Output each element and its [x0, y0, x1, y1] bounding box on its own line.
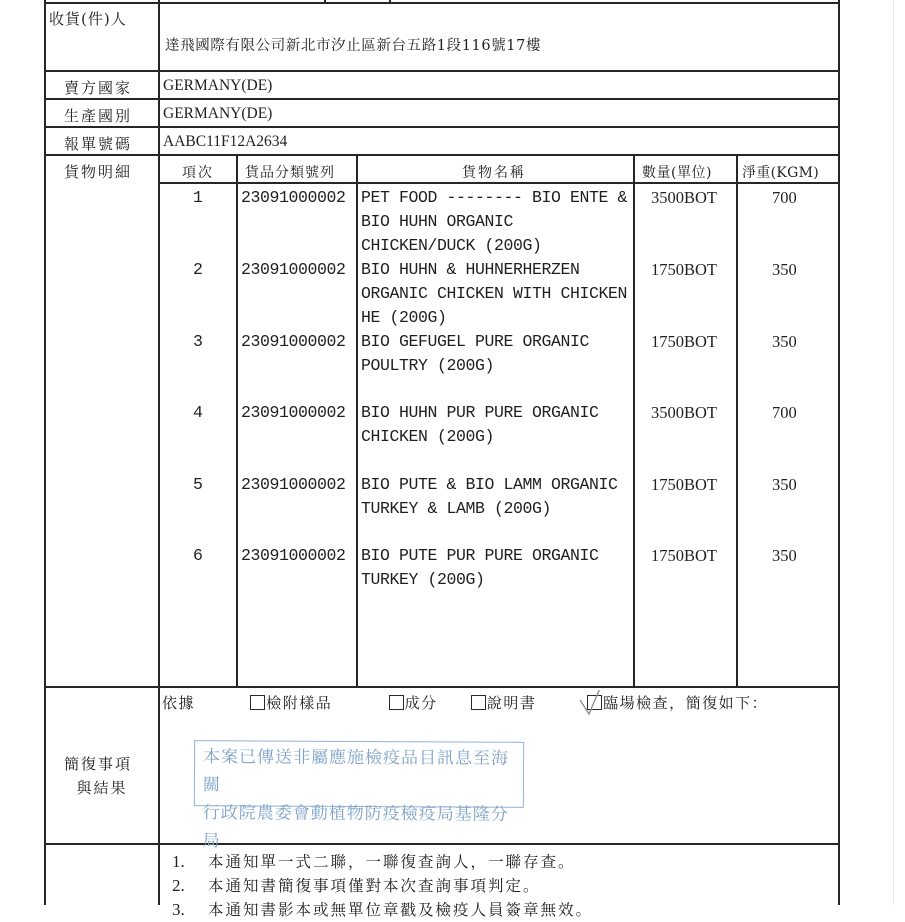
note-number: 2. — [172, 876, 185, 895]
option-ingredients-checkbox[interactable] — [389, 695, 404, 710]
goods-row-name-line: CHICKEN/DUCK (200G) — [361, 236, 542, 255]
goods-row-hs-code: 23091000002 — [241, 546, 346, 565]
note-number: 1. — [172, 852, 185, 871]
goods-col-divider-weight — [736, 154, 738, 687]
reply-section-label — [64, 752, 132, 800]
goods-header-net-weight: 淨重(KGM) — [742, 165, 820, 181]
origin-country-value: GERMANY(DE) — [163, 105, 273, 122]
goods-row-name-line: CHICKEN (200G) — [361, 427, 495, 446]
consignee-value: 達飛國際有限公司新北市汐止區新台五路1段116號17樓 — [165, 38, 542, 54]
goods-row-name — [361, 330, 589, 378]
goods-row-quantity: 3500BOT — [651, 188, 717, 207]
option-manual-checkbox[interactable] — [471, 695, 486, 710]
option-onsite-inspection-checkbox[interactable] — [587, 695, 602, 710]
row-sep-goods — [44, 686, 840, 688]
goods-row-hs-code: 23091000002 — [241, 188, 346, 207]
quarantine-stamp — [194, 740, 524, 852]
stamp-line-2: 行政院農委會動植物防疫檢疫局基隆分局 — [202, 803, 509, 852]
option-manual-label: 說明書 — [486, 694, 537, 712]
goods-header-quantity: 數量(單位) — [642, 165, 712, 181]
goods-row-name — [361, 544, 599, 592]
goods-row-quantity: 1750BOT — [651, 475, 717, 494]
goods-row-name — [361, 258, 627, 330]
note-item — [172, 874, 593, 898]
goods-row-name-line: BIO PUTE & BIO LAMM ORGANIC — [361, 475, 618, 494]
note-item — [172, 850, 593, 874]
option-sample-label: 檢附樣品 — [266, 694, 333, 712]
goods-row-name-line: BIO HUHN & HUHNERHERZEN — [361, 260, 580, 279]
goods-row-hs-code: 23091000002 — [241, 332, 346, 351]
notes-list — [172, 850, 593, 922]
option-ingredients[interactable] — [389, 692, 465, 713]
top-rule — [44, 2, 840, 4]
row-sep-consignee — [44, 70, 840, 72]
goods-row-item: 6 — [193, 546, 203, 565]
goods-row-name-line: BIO HUHN ORGANIC — [361, 212, 514, 231]
consignee-label: 收貨(件)人 — [49, 10, 127, 28]
row-sep-seller — [44, 98, 840, 100]
goods-row-quantity: 1750BOT — [651, 332, 717, 351]
goods-row-item: 2 — [193, 260, 203, 279]
goods-row-quantity: 3500BOT — [651, 403, 717, 422]
note-number: 3. — [172, 900, 185, 919]
note-text: 本通知書影本或無單位章戳及檢疫人員簽章無效。 — [208, 901, 594, 919]
goods-header-name: 貨物名稱 — [462, 165, 526, 181]
origin-country-label: 生產國別 — [64, 107, 133, 125]
option-sample[interactable] — [250, 692, 382, 713]
seller-country-value: GERMANY(DE) — [163, 77, 273, 94]
goods-row-name-line: TURKEY & LAMB (200G) — [361, 499, 552, 518]
goods-row-name-line: BIO HUHN PUR PURE ORGANIC — [361, 403, 599, 422]
goods-header-item: 項次 — [182, 165, 214, 181]
goods-row-item: 4 — [193, 403, 203, 422]
option-sample-checkbox[interactable] — [250, 695, 265, 710]
goods-row-name — [361, 473, 618, 521]
goods-row-net-weight: 700 — [772, 403, 797, 422]
goods-row-net-weight: 350 — [772, 546, 797, 565]
top-cutoff-divider-2 — [389, 0, 391, 4]
seller-country-label: 賣方國家 — [64, 79, 133, 97]
goods-header-hs-code: 貨品分類號列 — [245, 165, 335, 181]
reply-basis-label: 依據 — [162, 694, 196, 712]
goods-row-name-line: PET FOOD -------- BIO ENTE & — [361, 188, 628, 207]
goods-row-name — [361, 401, 599, 449]
goods-row-item: 3 — [193, 332, 203, 351]
label-column-divider — [158, 0, 160, 905]
goods-col-divider-qty — [633, 154, 635, 687]
top-cutoff-divider-1 — [324, 0, 326, 4]
goods-row-net-weight: 350 — [772, 260, 797, 279]
goods-row-net-weight: 350 — [772, 332, 797, 351]
goods-row-net-weight: 350 — [772, 475, 797, 494]
reply-basis-row — [162, 692, 768, 713]
goods-row-net-weight: 700 — [772, 188, 797, 207]
goods-row-quantity: 1750BOT — [651, 546, 717, 565]
note-text: 本通知書簡復事項僅對本次查詢事項判定。 — [208, 877, 541, 895]
check-mark-icon — [578, 690, 608, 716]
goods-col-divider-name — [356, 154, 358, 687]
goods-section-label: 貨物明細 — [64, 163, 133, 181]
goods-row-quantity: 1750BOT — [651, 260, 717, 279]
stamp-line-1: 本案已傳送非屬應施檢疫品目訊息至海關 — [202, 747, 510, 796]
note-text: 本通知單一式二聯，一聯復查詢人，一聯存查。 — [208, 853, 576, 871]
declaration-no-value: AABC11F12A2634 — [163, 133, 288, 150]
goods-row-item: 5 — [193, 475, 203, 494]
goods-row-name-line: BIO PUTE PUR PURE ORGANIC — [361, 546, 599, 565]
option-onsite-inspection[interactable] — [587, 692, 768, 713]
table-right-border — [838, 0, 840, 905]
option-onsite-inspection-label: 臨場檢查，簡復如下： — [603, 694, 769, 712]
table-left-border — [44, 0, 46, 905]
declaration-no-label: 報單號碼 — [64, 135, 133, 153]
goods-row-name-line: HE (200G) — [361, 308, 447, 327]
row-sep-origin — [44, 126, 840, 128]
goods-row-name-line: POULTRY (200G) — [361, 356, 495, 375]
goods-row-name-line: BIO GEFUGEL PURE ORGANIC — [361, 332, 590, 351]
goods-row-name-line: TURKEY (200G) — [361, 570, 485, 589]
goods-row-hs-code: 23091000002 — [241, 475, 346, 494]
reply-section-label-line2: 與結果 — [76, 779, 128, 797]
scan-page-edge — [893, 0, 894, 905]
goods-row-name-line: ORGANIC CHICKEN WITH CHICKEN — [361, 284, 628, 303]
row-sep-declaration — [44, 154, 840, 156]
goods-row-item: 1 — [193, 188, 203, 207]
option-ingredients-label: 成分 — [404, 694, 438, 712]
note-item — [172, 898, 593, 922]
goods-row-hs-code: 23091000002 — [241, 403, 346, 422]
reply-section-label-line1: 簡復事項 — [64, 755, 133, 773]
goods-row-name — [361, 186, 627, 258]
goods-col-divider-hs — [236, 154, 238, 687]
option-manual[interactable] — [471, 692, 581, 713]
goods-row-hs-code: 23091000002 — [241, 260, 346, 279]
